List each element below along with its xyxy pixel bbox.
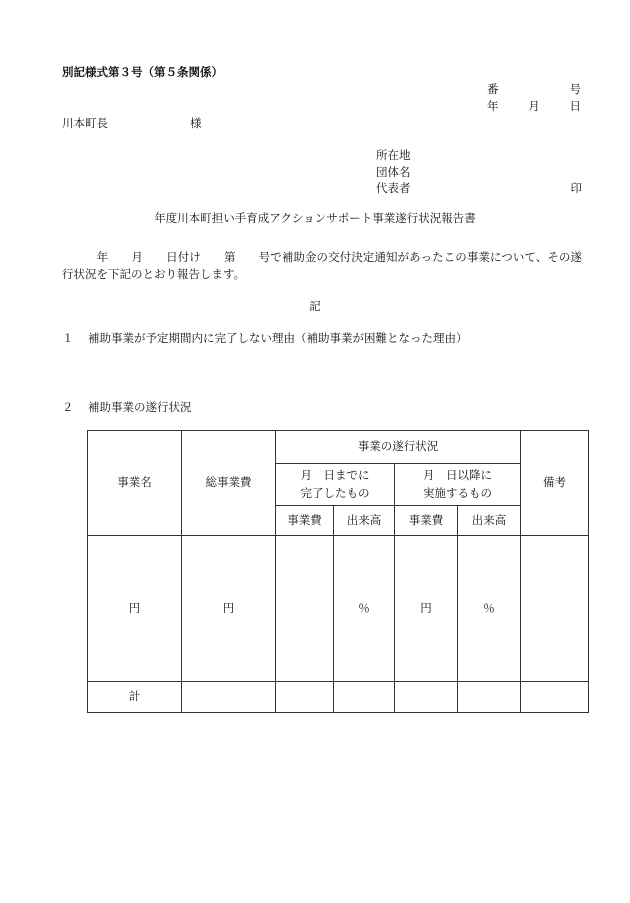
unit-pct: ％ — [483, 600, 495, 615]
number-go: 号 — [569, 82, 581, 96]
header-future — [395, 464, 521, 506]
header-completed — [276, 464, 395, 506]
total-output-done — [334, 682, 395, 713]
form-id: 別記様式第３号（第５条関係） — [62, 65, 223, 79]
subheader-output-future: 出来高 — [458, 506, 521, 536]
body-text: 年 月 日付け 第 号で補助金の交付決定通知があったこの事業について、その遂行状況を下記のとおり報告します。 — [62, 250, 582, 281]
status-table — [87, 430, 589, 713]
applicant-address — [376, 150, 582, 162]
rep-label: 代表者 — [376, 181, 411, 195]
section-2-num: ２ — [62, 400, 74, 414]
number-line — [487, 84, 581, 96]
date-month: 月 — [528, 99, 540, 113]
total-row — [88, 682, 589, 713]
header-status: 事業の遂行状況 — [276, 431, 521, 464]
cell-notes — [521, 536, 589, 682]
header-future-line2: 実施するもの — [423, 485, 492, 500]
seal-mark: 印 — [570, 181, 582, 195]
unit-yen: 円 — [128, 600, 141, 615]
total-cost-future — [395, 682, 458, 713]
section-1-num: １ — [62, 331, 74, 345]
total-cost — [182, 682, 276, 713]
total-label: 計 — [88, 682, 182, 713]
date-day: 日 — [569, 99, 581, 113]
header-project-name: 事業名 — [88, 431, 182, 536]
total-notes — [521, 682, 589, 713]
subheader-output-done: 出来高 — [334, 506, 395, 536]
header-completed-line2: 完了したもの — [300, 485, 370, 500]
unit-pct: ％ — [358, 600, 370, 615]
recipient-name: 川本町長 — [62, 116, 108, 130]
section-1 — [62, 333, 468, 345]
applicant-rep — [376, 183, 582, 195]
total-output-future — [458, 682, 521, 713]
cell-cost-future — [395, 536, 458, 682]
cell-project-name — [88, 536, 182, 682]
section-1-text: 補助事業が予定期間内に完了しない理由（補助事業が困難となった理由） — [88, 331, 468, 345]
unit-yen: 円 — [420, 600, 432, 615]
unit-yen: 円 — [222, 600, 235, 615]
org-label: 団体名 — [376, 165, 411, 179]
total-cost-done — [276, 682, 334, 713]
section-2 — [62, 402, 192, 414]
header-completed-line1: 月 日までに — [300, 468, 370, 483]
document-title: 年度川本町担い手育成アクションサポート事業遂行状況報告書 — [154, 211, 476, 225]
applicant-org — [376, 167, 582, 179]
cell-output-done — [334, 536, 395, 682]
date-line — [487, 101, 581, 113]
section-2-text: 補助事業の遂行状況 — [88, 400, 192, 414]
cell-cost-done — [276, 536, 334, 682]
recipient — [62, 118, 202, 130]
cell-total-cost — [182, 536, 276, 682]
subheader-cost-future: 事業費 — [395, 506, 458, 536]
date-year: 年 — [487, 99, 499, 113]
table-row — [88, 536, 589, 682]
header-future-line1: 月 日以降に — [423, 468, 492, 483]
subheader-cost-done: 事業費 — [276, 506, 334, 536]
header-notes: 備考 — [521, 431, 589, 536]
cell-output-future — [458, 536, 521, 682]
address-label: 所在地 — [376, 148, 411, 162]
header-total-cost: 総事業費 — [182, 431, 276, 536]
number-ban: 番 — [487, 82, 499, 96]
ki-heading: 記 — [309, 299, 321, 313]
recipient-honorific: 様 — [190, 116, 202, 130]
